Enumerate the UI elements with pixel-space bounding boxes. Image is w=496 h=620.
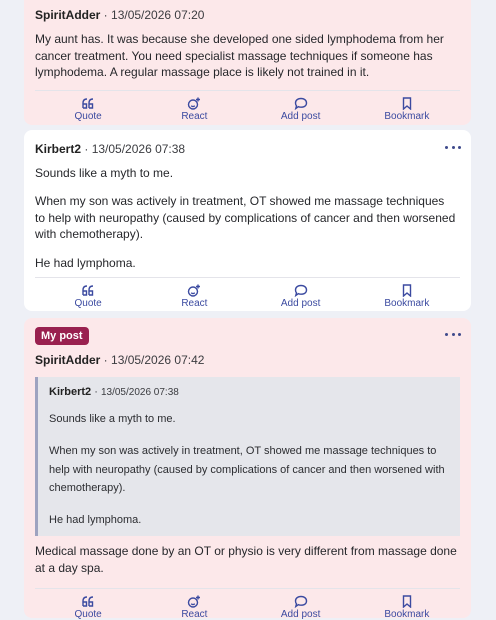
post-actions (35, 588, 460, 620)
post-paragraph: He had lymphoma. (35, 256, 136, 270)
bookmark-button[interactable] (354, 589, 460, 620)
quoted-post (35, 377, 460, 536)
post-body: My aunt has. It was because she developed one sided lymphodema from her cancer treatment. You need specialist massage techniques if someone has lymphodema. A regular massage place is likely not trained in it. (35, 32, 444, 79)
react-label: React (181, 298, 208, 309)
bookmark-icon (400, 97, 414, 110)
post-paragraph: When my son was actively in treatment, OT showed me massage techniques to help with neuropathy (caused by complications of cancer and then worsened with chemotherapy). (35, 194, 456, 241)
add-post-label: Add post (280, 609, 321, 620)
quote-icon (81, 284, 95, 297)
more-options-icon[interactable] (445, 142, 461, 152)
quote-button[interactable] (35, 278, 141, 309)
post-card (24, 0, 471, 125)
meta-separator: · (100, 8, 112, 22)
react-label: React (181, 111, 208, 122)
quote-label: Quote (74, 111, 102, 122)
add-post-button[interactable] (248, 589, 354, 620)
react-button[interactable] (141, 278, 247, 309)
post-date: 13/05/2026 07:38 (91, 142, 186, 156)
react-smiley-icon (187, 595, 201, 608)
post-card (24, 130, 471, 311)
post-actions (35, 90, 460, 122)
quote-icon (81, 97, 95, 110)
quote-icon (81, 595, 95, 608)
post-meta (35, 142, 185, 156)
speech-bubble-icon (294, 595, 308, 608)
react-smiley-icon (187, 284, 201, 297)
react-button[interactable] (141, 589, 247, 620)
quote-label: Quote (74, 609, 102, 620)
quote-paragraph: Sounds like a myth to me. (49, 413, 176, 425)
my-post-badge: My post (35, 327, 89, 345)
meta-separator: · (100, 353, 112, 367)
speech-bubble-icon (294, 284, 308, 297)
bookmark-button[interactable] (354, 278, 460, 309)
quote-label: Quote (74, 298, 102, 309)
post-author[interactable]: SpiritAdder (35, 8, 101, 22)
add-post-label: Add post (280, 111, 321, 122)
more-options-icon[interactable] (445, 329, 461, 339)
meta-separator: · (91, 386, 101, 398)
quote-meta (49, 386, 179, 398)
quote-paragraph: He had lymphoma. (49, 514, 142, 526)
add-post-button[interactable] (248, 91, 354, 122)
post-body: Medical massage done by an OT or physio is very different from massage done at a day spa. (35, 544, 457, 575)
post-actions (35, 277, 460, 309)
post-date: 13/05/2026 07:42 (111, 353, 205, 367)
react-smiley-icon (187, 97, 201, 110)
quote-author[interactable]: Kirbert2 (49, 386, 92, 398)
post-date: 13/05/2026 07:20 (111, 8, 205, 22)
bookmark-label: Bookmark (384, 298, 430, 309)
post-meta (35, 8, 204, 22)
add-post-button[interactable] (248, 278, 354, 309)
quote-button[interactable] (35, 589, 141, 620)
post-meta (35, 353, 204, 367)
react-label: React (181, 609, 208, 620)
bookmark-button[interactable] (354, 91, 460, 122)
bookmark-label: Bookmark (384, 111, 430, 122)
meta-separator: · (81, 142, 92, 156)
quote-button[interactable] (35, 91, 141, 122)
add-post-label: Add post (280, 298, 321, 309)
bookmark-icon (400, 284, 414, 297)
quote-paragraph: When my son was actively in treatment, OT showed me massage techniques to help with neuropathy (caused by complications of cancer and then worsened with chemotherapy). (49, 445, 445, 494)
post-card (24, 318, 471, 618)
react-button[interactable] (141, 91, 247, 122)
post-author[interactable]: Kirbert2 (35, 142, 82, 156)
bookmark-icon (400, 595, 414, 608)
post-author[interactable]: SpiritAdder (35, 353, 101, 367)
bookmark-label: Bookmark (384, 609, 430, 620)
speech-bubble-icon (294, 97, 308, 110)
post-paragraph: Sounds like a myth to me. (35, 166, 174, 180)
quote-date: 13/05/2026 07:38 (100, 387, 179, 398)
